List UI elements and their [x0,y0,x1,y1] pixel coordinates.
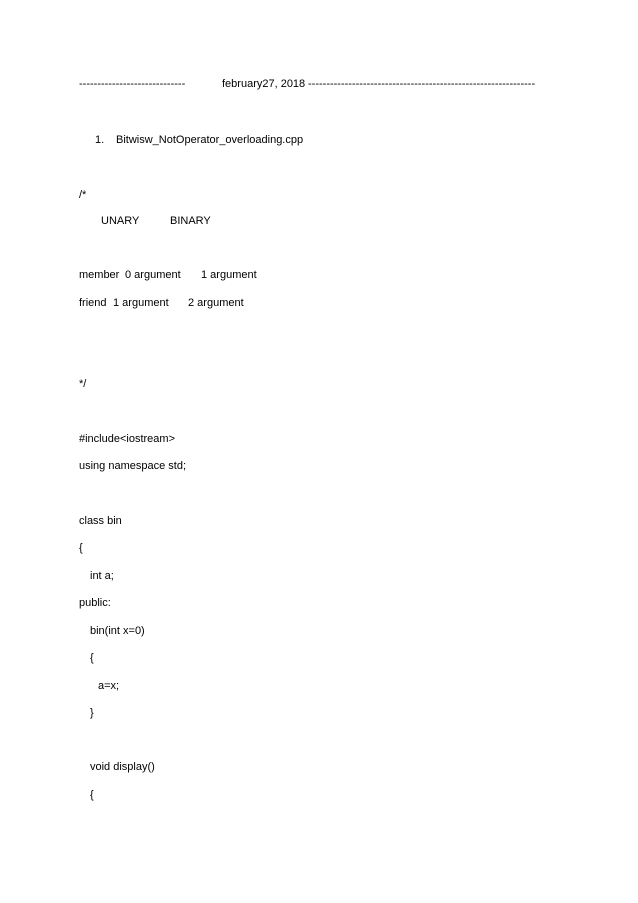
code-class-decl: class bin [79,515,122,527]
code-using: using namespace std; [79,460,187,472]
code-ctor-brace-open: { [90,652,94,664]
list-item-number: 1. [95,134,105,146]
list-item-filename: Bitwisw_NotOperator_overloading.cpp [116,134,304,146]
code-ctor-body: a=x; [98,680,120,692]
code-class-brace-open: { [79,542,83,554]
code-display-sig: void display() [90,761,155,773]
code-include: #include<iostream> [79,433,176,445]
header-right-dashes: -------------------------------------------------------------- [308,78,536,90]
code-table-header-binary: BINARY [170,215,211,227]
code-row-friend-label: friend [79,297,107,309]
code-row-friend-binary: 2 argument [188,297,244,309]
code-row-member-label: member [79,269,120,281]
code-row-member-binary: 1 argument [201,269,257,281]
code-comment-open: /* [79,189,87,201]
code-display-brace-open: { [90,789,94,801]
code-public-label: public: [79,597,111,609]
code-ctor-brace-close: } [90,707,94,719]
header-left-dashes: ----------------------------- [79,78,186,90]
code-member-var: int a; [90,570,114,582]
header-date: february27, 2018 [222,78,306,90]
code-table-header-unary: UNARY [101,215,140,227]
code-ctor-sig: bin(int x=0) [90,625,145,637]
code-row-friend-unary: 1 argument [113,297,169,309]
code-row-member-unary: 0 argument [125,269,181,281]
code-comment-close: */ [79,378,87,390]
